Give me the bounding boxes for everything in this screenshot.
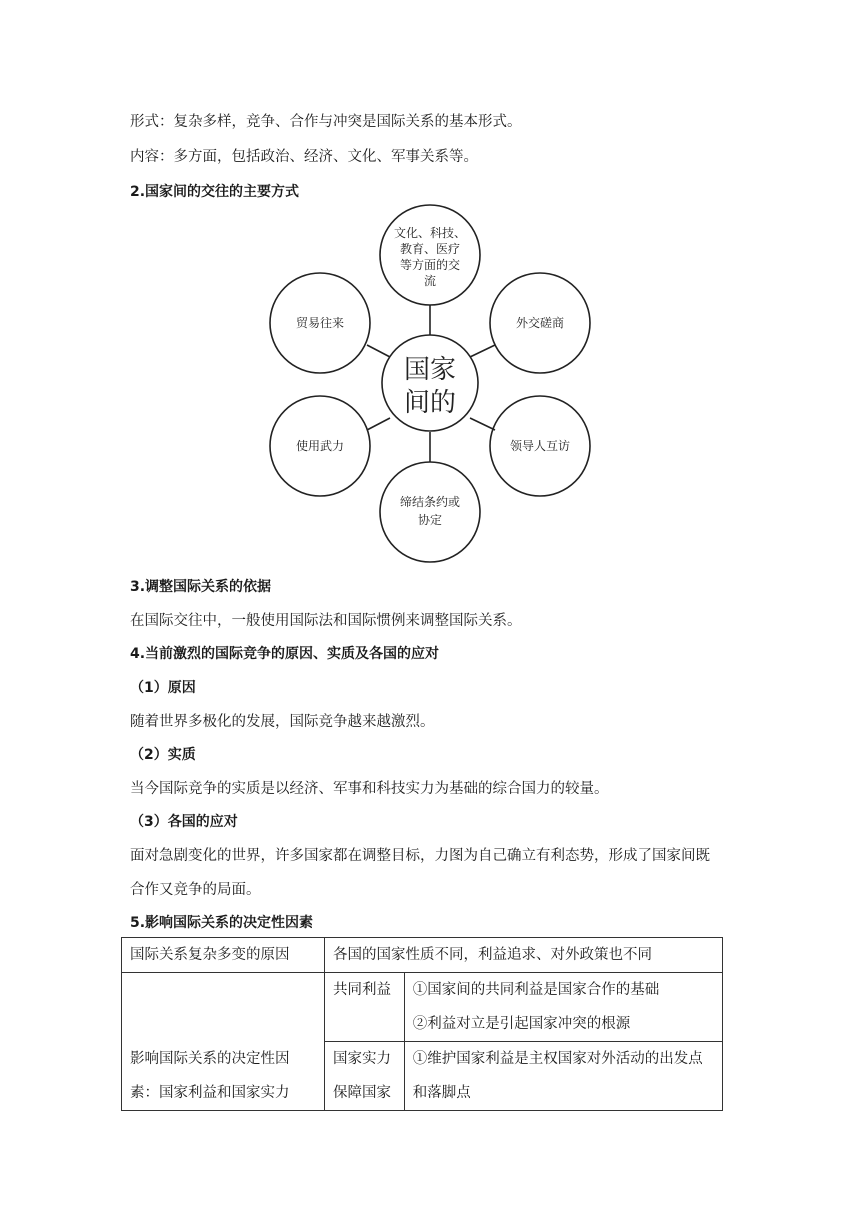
section2-heading: 2.国家间的交往的主要方式 [130, 184, 300, 200]
connector-lower-left [367, 418, 390, 430]
table-cell: 各国的国家性质不同，利益追求、对外政策也不同 [325, 938, 723, 973]
sub3-text-1: 面对急剧变化的世界，许多国家都在调整目标，力图为自己确立有利态势，形成了国家间既 [130, 848, 710, 864]
content-line: 内容：多方面，包括政治、经济、文化、军事关系等。 [130, 149, 478, 165]
node-upper-left-text: 贸易往来 [295, 316, 345, 330]
table-cell [122, 973, 325, 1111]
sub2-text: 当今国际竞争的实质是以经济、军事和科技实力为基础的综合国力的较量。 [130, 781, 609, 797]
node-upper-right-text: 外交磋商 [515, 316, 565, 330]
table-row [122, 938, 723, 973]
sub1-heading: （1）原因 [130, 680, 196, 696]
row2-right-line-1: ①国家间的共同利益是国家合作的基础 [412, 982, 660, 998]
sub2-heading: （2）实质 [130, 747, 196, 763]
table-row [122, 973, 723, 1042]
node-bottom-text-1: 缔结条约或 [399, 495, 461, 509]
connector-upper-right [470, 345, 495, 357]
node-lower-right-text: 领导人互访 [509, 439, 571, 453]
sub1-text: 随着世界多极化的发展，国际竞争越来越激烈。 [130, 714, 435, 730]
sub3-heading: （3）各国的应对 [130, 814, 238, 830]
node-top-text-3: 等方面的交 [399, 258, 461, 272]
node-bottom-circle [380, 462, 480, 562]
row3-mid-line-2: 保障国家 [333, 1085, 391, 1101]
table-cell [325, 1042, 405, 1111]
table-cell [404, 1042, 722, 1111]
table-cell: 共同利益 [325, 973, 405, 1042]
connector-lower-right [470, 418, 495, 430]
table-cell [404, 973, 722, 1042]
node-top-text-2: 教育、医疗 [399, 242, 461, 256]
table-cell: 国际关系复杂多变的原因 [122, 938, 325, 973]
connector-upper-left [367, 345, 390, 357]
merged-left-line-1: 影响国际关系的决定性因 [130, 1051, 290, 1067]
node-top-text-4: 流 [423, 274, 437, 288]
factors-table [121, 937, 723, 1111]
sub3-text-2: 合作又竞争的局面。 [130, 882, 261, 898]
node-lower-left-text: 使用武力 [295, 439, 345, 453]
form-line: 形式：复杂多样，竞争、合作与冲突是国际关系的基本形式。 [130, 114, 522, 130]
node-top-text-1: 文化、科技、 [393, 226, 467, 240]
section5-heading: 5.影响国际关系的决定性因素 [130, 915, 314, 931]
center-text-1: 国家 [403, 355, 457, 385]
node-bottom-text-2: 协定 [417, 513, 443, 527]
interaction-diagram [260, 200, 600, 566]
section3-heading: 3.调整国际关系的依据 [130, 579, 272, 595]
row3-right-line-1: ①维护国家利益是主权国家对外活动的出发点 [412, 1051, 703, 1067]
merged-left-line-2: 素：国家利益和国家实力 [130, 1085, 290, 1101]
center-text-2: 间的 [403, 388, 457, 418]
row3-right-line-2: 和落脚点 [412, 1085, 471, 1101]
row3-mid-line-1: 国家实力 [333, 1051, 391, 1067]
section3-text: 在国际交往中，一般使用国际法和国际惯例来调整国际关系。 [130, 613, 522, 629]
row2-right-line-2: ②利益对立是引起国家冲突的根源 [412, 1016, 631, 1032]
section4-heading: 4.当前激烈的国际竞争的原因、实质及各国的应对 [130, 646, 440, 662]
